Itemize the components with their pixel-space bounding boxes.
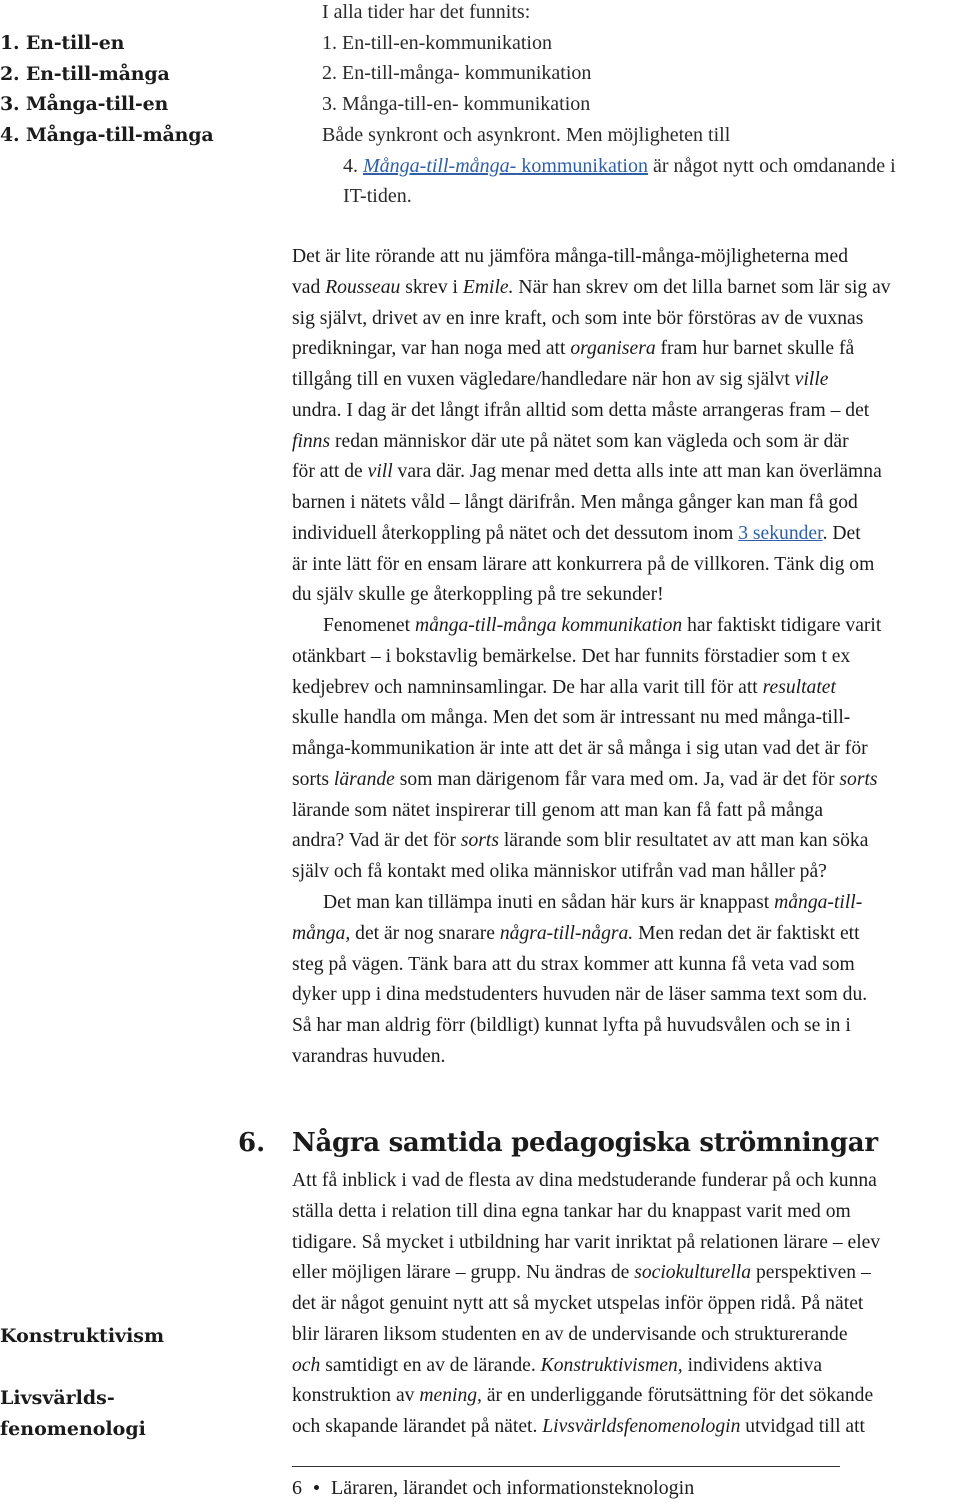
text-line: predikningar, var han noga med att organisera fram hur barnet skulle få — [292, 338, 855, 360]
text-line: Att få inblick i vad de flesta av dina medstuderande funderar på och kunna — [292, 1170, 877, 1191]
text-line: kedjebrev och namninsamlingar. De har alla varit till för att resultatet — [292, 676, 836, 698]
intro-line: 3. Många-till-en- kommunikation — [322, 93, 591, 116]
footer-rule — [292, 1466, 840, 1467]
text-line: varandras huvuden. — [292, 1045, 446, 1067]
text-line: ställa detta i relation till dina egna tankar har du knappast varit med om — [292, 1200, 851, 1222]
section-title: Några samtida pedagogiska strömningar — [292, 1128, 878, 1158]
page-number: 6 — [292, 1477, 302, 1499]
intro-line — [322, 151, 952, 182]
paragraph-phenomenon — [292, 611, 960, 888]
intro-text: är något nytt och omdanande i — [647, 154, 896, 177]
bullet-separator-icon — [314, 1485, 319, 1490]
text-line: blir läraren liksom studenten en av de undervisande och strukturerande — [292, 1323, 848, 1345]
text-line: själv och få kontakt med olika människor utifrån vad man håller på? — [292, 861, 827, 882]
paragraph-rousseau — [292, 242, 960, 611]
text-line: lärande som nätet inspirerar till genom att man kan få fatt på många — [292, 799, 824, 821]
text-line: individuell återkoppling på nätet och det dessutom inom 3 sekunder. Det — [292, 522, 861, 544]
intro-line: Både synkront och asynkront. Men möjligheten till — [322, 123, 731, 146]
paragraph-course — [292, 888, 960, 1073]
margin-term-konstruktivism: Konstruktivism — [0, 1325, 165, 1347]
text-line: vad Rousseau skrev i Emile. När han skrev om det lilla barnet som lär sig av — [292, 276, 891, 298]
margin-list-item: 4. Många-till-många — [0, 124, 214, 147]
text-line: otänkbart – i bokstavlig bemärkelse. Det har funnits förstadier som t ex — [292, 645, 851, 667]
intro-line: 1. En-till-en-kommunikation — [322, 31, 552, 54]
text-line: Fenomenet många-till-många kommunikation har faktiskt tidigare varit — [323, 615, 882, 636]
text-line: och skapande lärandet på nätet. Livsvärldsfenomenologin utvidgad till att — [292, 1416, 865, 1437]
text-line: Det är lite rörande att nu jämföra många-till-många-möjligheterna med — [292, 246, 849, 267]
margin-list-item: 2. En-till-många — [0, 62, 170, 85]
intro-line: IT-tiden. — [343, 185, 412, 208]
page-footer — [292, 1477, 694, 1500]
intro-line: 2. En-till-många- kommunikation — [322, 62, 592, 85]
text-line: Så har man aldrig förr (bildligt) kunnat lyfta på huvudsvålen och se in i — [292, 1015, 851, 1036]
text-line: många-kommunikation är inte att det är så många i sig utan vad det är för — [292, 738, 868, 759]
three-seconds-link[interactable]: 3 sekunder — [738, 522, 823, 544]
text-line: är inte lätt för en ensam lärare att konkurrera på de villkoren. Tänk dig om — [292, 553, 875, 575]
text-line: dyker upp i dina medstudenters huvuden när de läser samma text som du. — [292, 984, 868, 1006]
section-number: 6. — [238, 1128, 266, 1158]
intro-text: 4. — [343, 154, 363, 177]
margin-list — [0, 28, 240, 151]
margin-list-item: 3. Många-till-en — [0, 93, 169, 116]
text-line: tidigare. Så mycket i utbildning har varit inriktat på relationen lärare – elev — [292, 1231, 881, 1253]
margin-list-item: 1. En-till-en — [0, 32, 125, 54]
text-line: det är något genuint nytt att så mycket utspelas inför öppen ridå. På nätet — [292, 1293, 864, 1314]
link-italic-text: Många-till-många- — [363, 154, 517, 177]
text-line: eller möjligen lärare – grupp. Nu ändras de sociokulturella perspektiven – — [292, 1262, 871, 1284]
text-line: undra. I dag är det långt ifrån alltid som detta måste arrangeras fram – det — [292, 399, 870, 421]
text-line: och samtidigt en av de lärande. Konstruktivismen, individens aktiva — [292, 1354, 823, 1376]
book-title: Läraren, lärandet och informationsteknologin — [331, 1477, 695, 1499]
text-line: finns redan människor där ute på nätet som kan vägleda och som är där — [292, 430, 849, 452]
text-line: du själv skulle ge återkoppling på tre sekunder! — [292, 584, 664, 606]
text-line: konstruktion av mening, är en underliggande förutsättning för det sökande — [292, 1385, 874, 1407]
intro-list — [322, 0, 952, 212]
text-line: sorts lärande som man därigenom får vara med om. Ja, vad är det för sorts — [292, 768, 878, 790]
text-line: andra? Vad är det för sorts lärande som blir resultatet av att man kan söka — [292, 830, 869, 852]
margin-term-livsvarlds: Livsvärlds- — [0, 1387, 115, 1409]
paragraph-section-6 — [292, 1166, 960, 1443]
intro-line: I alla tider har det funnits: — [322, 1, 531, 23]
text-line: för att de vill vara där. Jag menar med detta alls inte att man kan överlämna — [292, 461, 882, 483]
text-line: steg på vägen. Tänk bara att du strax kommer att kunna få veta vad som — [292, 953, 855, 975]
text-line: Det man kan tillämpa inuti en sådan här kurs är knappast många-till- — [323, 892, 863, 913]
text-line: skulle handla om många. Men det som är intressant nu med många-till- — [292, 707, 851, 729]
text-line: tillgång till en vuxen vägledare/handledare när hon av sig självt ville — [292, 369, 829, 390]
text-line: sig självt, drivet av en inre kraft, och som inte bör förstöras av de vuxnas — [292, 307, 864, 329]
text-line: många, det är nog snarare några-till-några. Men redan det är faktiskt ett — [292, 922, 860, 944]
text-line: barnen i nätets våld – långt därifrån. Men många gånger kan man få god — [292, 492, 858, 513]
link-text: kommunikation — [516, 154, 648, 177]
margin-term-fenomenologi: fenomenologi — [0, 1418, 146, 1440]
many-to-many-link[interactable] — [363, 155, 648, 177]
